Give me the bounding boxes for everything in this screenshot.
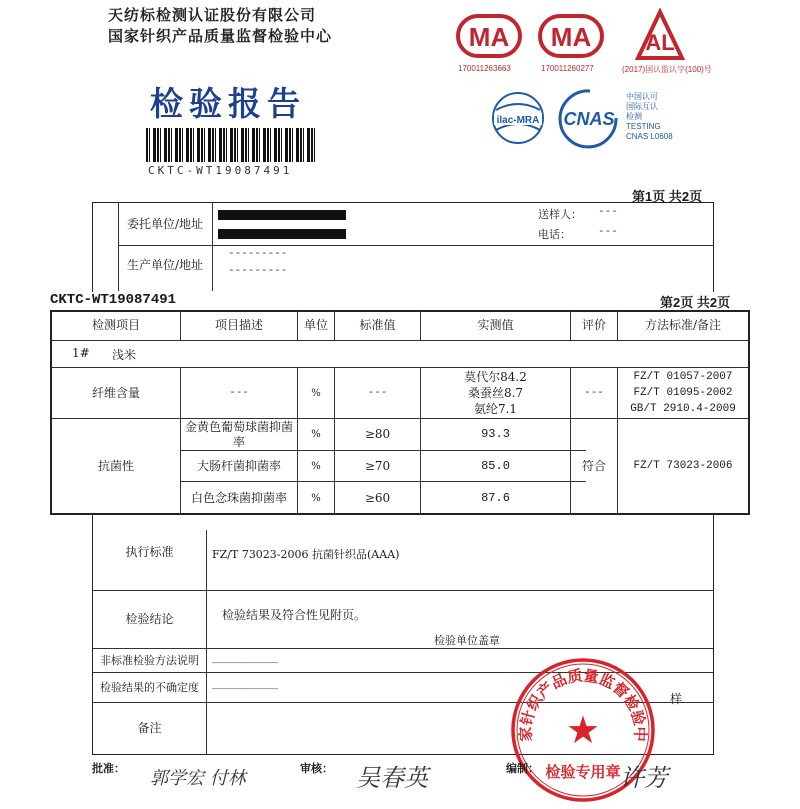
antibac-eval: 符合 — [581, 459, 606, 473]
fiber-method-line: FZ/T 01095-2002 — [633, 387, 733, 399]
fiber-method-line: FZ/T 01057-2007 — [633, 371, 733, 383]
review-signature: 吴春英 — [356, 764, 428, 792]
fiber-measured-line: 桑蚕丝8.7 — [467, 386, 524, 400]
client-address-redacted — [218, 229, 346, 239]
note-label: 备注 — [137, 720, 162, 735]
client-name-redacted — [218, 210, 346, 220]
conclusion-value: 检验结果及符合性见附页。 — [222, 608, 367, 622]
page1-number: 第1页 共2页 — [632, 189, 703, 204]
antibac-std-3: ≥60 — [364, 490, 391, 505]
antibac-unit-1: % — [311, 429, 321, 440]
fiber-eval: --- — [584, 386, 604, 399]
uncertainty-label: 检验结果的不确定度 — [100, 681, 199, 694]
conclusion-label: 检验结论 — [125, 612, 174, 626]
nonstd-label: 非标准检验方法说明 — [100, 654, 199, 667]
svg-text:AL: AL — [645, 30, 675, 55]
svg-text:检验专用章: 检验专用章 — [545, 763, 621, 781]
phone-label: 电话： — [538, 228, 571, 241]
fiber-item: 纤维含量 — [91, 385, 140, 400]
antibac-method: FZ/T 73023-2006 — [633, 460, 733, 472]
producer-label: 生产单位/地址 — [126, 257, 204, 272]
sample-color: 浅米 — [112, 348, 137, 362]
fiber-desc: --- — [229, 386, 249, 399]
cal-logo — [630, 8, 690, 64]
svg-text:国家针织产品质量监督检验中心: 家针织产品质量监督检验中 — [516, 666, 650, 742]
sender-label: 送样人： — [538, 208, 582, 221]
svg-text:MA: MA — [550, 22, 592, 52]
uncertainty-value: __________ — [212, 680, 279, 692]
sender-value: --- — [598, 206, 618, 218]
barcode-number: CKTC-WT19087491 — [148, 164, 293, 177]
phone-value: --- — [598, 226, 618, 238]
col-header-eval: 评价 — [581, 318, 606, 332]
fiber-measured-line: 氨纶7.1 — [473, 402, 518, 416]
standard-label: 执行标准 — [125, 545, 174, 559]
cma-logo-2 — [538, 10, 604, 62]
antibac-measured-2: 85.0 — [481, 458, 510, 473]
company-name-line1: 天纺标检测认证股份有限公司 — [108, 6, 317, 24]
cnas-caption-line: 国际互认 — [626, 102, 658, 111]
antibac-std-1: ≥80 — [364, 427, 391, 441]
approve-signature: 郭学宏 付林 — [150, 768, 246, 789]
page2-report-code: CKTC-WT19087491 — [50, 292, 177, 308]
antibac-desc-1: 金黄色葡萄球菌抑菌率 — [184, 419, 293, 449]
svg-text:★: ★ — [565, 708, 601, 752]
col-header-method: 方法标准/备注 — [644, 318, 722, 332]
sample-number: 1# — [72, 346, 90, 360]
fiber-std: --- — [367, 386, 388, 399]
col-header-unit: 单位 — [303, 318, 328, 332]
cnas-caption-line: 中国认可 — [626, 92, 658, 101]
fiber-unit: % — [311, 387, 321, 399]
page2-number: 第2页 共2页 — [660, 295, 731, 310]
compile-signature: 许芳 — [620, 764, 668, 792]
cal-number: (2017)国认监认字(100)号 — [622, 65, 712, 74]
barcode — [146, 128, 316, 162]
cnas-caption-line: TESTING — [626, 122, 661, 131]
fiber-method-line: GB/T 2910.4-2009 — [630, 403, 736, 415]
standard-value: FZ/T 73023-2006 抗菌针织品(AAA) — [212, 548, 400, 561]
col-header-measured: 实测值 — [477, 318, 514, 332]
antibac-unit-3: % — [311, 492, 321, 504]
cnas-caption — [626, 92, 673, 142]
antibac-item: 抗菌性 — [97, 459, 134, 473]
col-header-std: 标准值 — [359, 318, 396, 332]
review-label: 审核： — [300, 762, 333, 775]
report-title: 检验报告 — [150, 84, 306, 123]
cma-logo-1 — [456, 10, 522, 62]
antibac-desc-3: 白色念珠菌抑菌率 — [190, 490, 287, 505]
svg-text:CNAS: CNAS — [563, 109, 615, 129]
antibac-desc-2: 大肠杆菌抑菌率 — [196, 458, 281, 473]
svg-text:ilac-MRA: ilac-MRA — [496, 115, 540, 126]
compile-label: 编制： — [506, 762, 539, 775]
side-char: 样 — [670, 692, 683, 706]
client-label: 委托单位/地址 — [126, 216, 204, 231]
antibac-std-2: ≥70 — [364, 458, 391, 473]
producer-line2: --------- — [228, 265, 288, 277]
producer-line1: --------- — [228, 248, 288, 260]
col-header-desc: 项目描述 — [214, 318, 263, 332]
approve-label: 批准： — [92, 762, 125, 775]
fiber-methods — [618, 368, 748, 418]
fiber-measured-line: 莫代尔84.2 — [464, 370, 527, 384]
ilac-mra-logo — [488, 90, 548, 146]
antibac-measured-3: 87.6 — [481, 490, 510, 505]
antibac-measured-1: 93.3 — [481, 427, 510, 441]
fiber-measured — [421, 368, 570, 418]
cnas-caption-line: CNAS L0608 — [626, 132, 673, 141]
svg-text:MA: MA — [468, 22, 510, 52]
antibac-unit-2: % — [311, 460, 321, 472]
seal-label: 检验单位盖章 — [434, 634, 500, 647]
nonstd-value: __________ — [212, 654, 279, 666]
company-name-line2: 国家针织产品质量监督检验中心 — [108, 27, 333, 45]
cma-number-1: 170011263663 — [458, 64, 511, 73]
cnas-logo — [556, 88, 622, 150]
cnas-caption-line: 检测 — [626, 112, 642, 121]
cma-number-2: 170011260277 — [541, 64, 594, 73]
col-header-item: 检测项目 — [91, 318, 140, 332]
